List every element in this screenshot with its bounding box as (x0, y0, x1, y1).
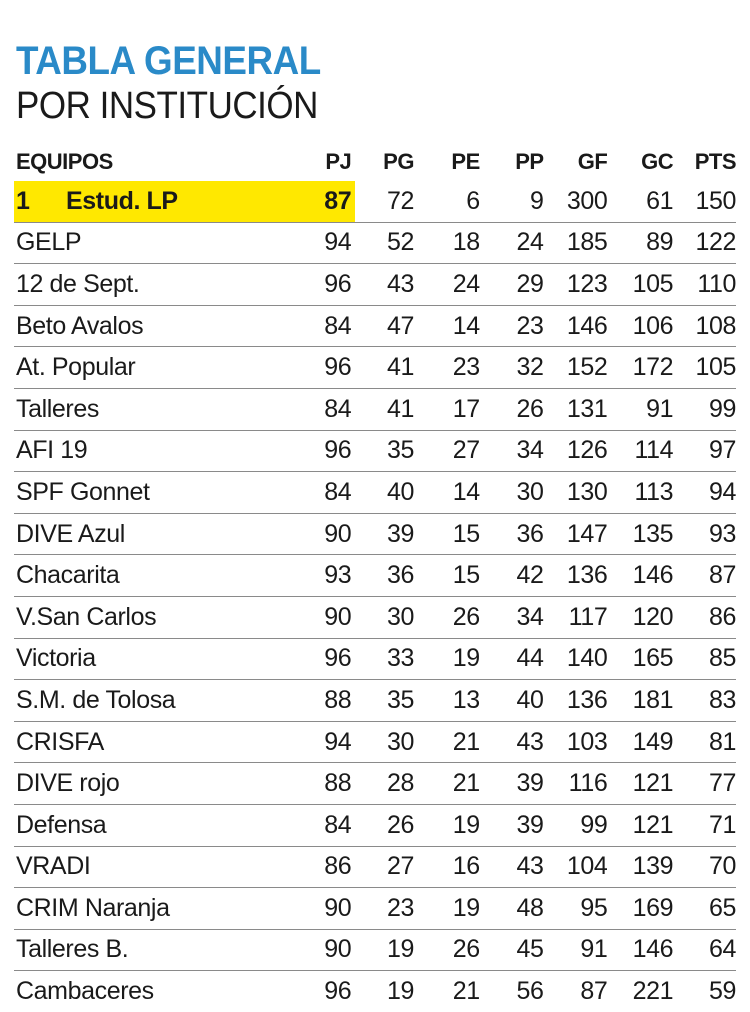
stat-pe-cell: 26 (414, 929, 480, 971)
stat-gc-cell: 146 (607, 929, 673, 971)
team-name-cell (14, 181, 313, 222)
stat-pts-cell: 85 (673, 638, 736, 680)
stat-pp-cell: 36 (480, 513, 544, 555)
stat-gc-cell: 149 (607, 721, 673, 763)
stat-pj-cell: 87 (313, 181, 356, 222)
stat-pe-cell: 18 (414, 222, 480, 264)
stat-gf-cell: 95 (544, 888, 608, 930)
stat-pts-cell: 83 (673, 680, 736, 722)
stat-gf-cell: 117 (544, 596, 608, 638)
table-row (14, 430, 736, 472)
stat-gc-cell: 139 (607, 846, 673, 888)
stat-gf-cell: 147 (544, 513, 608, 555)
stat-pp-cell: 48 (480, 888, 544, 930)
stat-pts-cell: 99 (673, 388, 736, 430)
stat-pe-cell: 21 (414, 763, 480, 805)
stat-pts-cell: 94 (673, 472, 736, 514)
team-name-cell (14, 804, 313, 846)
stat-pj-cell: 94 (313, 222, 356, 264)
stat-gf-cell: 300 (544, 181, 608, 222)
stat-pts-cell: 105 (673, 347, 736, 389)
table-body (14, 181, 736, 1012)
team-name: CRISFA (16, 727, 104, 756)
stat-gc-cell: 121 (607, 804, 673, 846)
stat-pp-cell: 26 (480, 388, 544, 430)
team-name: SPF Gonnet (16, 477, 150, 506)
stat-pts-cell: 77 (673, 763, 736, 805)
stat-pe-cell: 15 (414, 513, 480, 555)
team-name-cell (14, 305, 313, 347)
stat-gf-cell: 116 (544, 763, 608, 805)
team-name-cell (14, 222, 313, 264)
header-pts: PTS (694, 149, 736, 174)
table-row (14, 763, 736, 805)
team-name-cell (14, 846, 313, 888)
team-name-cell (14, 264, 313, 306)
table-row (14, 929, 736, 971)
stat-pj-cell: 96 (313, 430, 356, 472)
stat-pg-cell: 33 (355, 638, 414, 680)
stat-pe-cell: 14 (414, 472, 480, 514)
stat-pg-cell: 19 (386, 977, 414, 1006)
table-row (14, 264, 736, 306)
stat-pts-cell: 86 (673, 596, 736, 638)
header-gf: GF (577, 149, 608, 174)
stat-pj-cell: 84 (313, 305, 356, 347)
table-row (14, 513, 736, 555)
stat-pg-cell: 30 (355, 721, 414, 763)
stat-pj-cell: 90 (313, 929, 356, 971)
stat-pg-cell: 36 (355, 555, 414, 597)
stat-pj-cell: 84 (313, 804, 356, 846)
team-name: VRADI (16, 852, 91, 881)
stat-gf-cell: 126 (544, 430, 608, 472)
stat-gf-cell: 99 (544, 804, 608, 846)
team-name-cell (14, 388, 313, 430)
stat-pts-cell: 70 (673, 846, 736, 888)
team-name: DIVE rojo (16, 769, 120, 798)
stat-gf-cell: 136 (544, 680, 608, 722)
stat-pp-cell: 45 (480, 929, 544, 971)
stat-gf-cell: 91 (544, 929, 608, 971)
stat-pj-cell: 96 (313, 347, 356, 389)
stat-pg-cell: 35 (355, 430, 414, 472)
stat-gc-cell: 113 (607, 472, 673, 514)
stat-gf-cell: 136 (544, 555, 608, 597)
stat-pe-cell: 6 (414, 181, 480, 222)
header-row (14, 143, 736, 181)
stat-pe-cell: 26 (414, 596, 480, 638)
team-name-cell (14, 971, 313, 1012)
page-subtitle: POR INSTITUCIÓN (16, 85, 318, 127)
stat-pts-cell: 110 (673, 264, 736, 306)
stat-pj-cell: 93 (313, 555, 356, 597)
stat-pe-cell: 19 (414, 888, 480, 930)
header-team: EQUIPOS (16, 149, 113, 174)
stat-pp-cell: 43 (480, 846, 544, 888)
stat-pts-cell: 81 (673, 721, 736, 763)
stat-pp-cell: 30 (480, 472, 544, 514)
table-row (14, 846, 736, 888)
stat-gc-cell: 221 (632, 977, 674, 1006)
stat-pe-cell: 21 (452, 977, 480, 1006)
stat-gf-cell: 146 (544, 305, 608, 347)
team-name-cell (14, 347, 313, 389)
stat-pe-cell: 19 (414, 804, 480, 846)
team-name: Cambaceres (16, 977, 154, 1006)
stat-pg-cell: 35 (355, 680, 414, 722)
team-name: At. Popular (16, 353, 136, 382)
stat-pg-cell: 43 (355, 264, 414, 306)
team-name: GELP (16, 228, 82, 257)
stat-pe-cell: 27 (414, 430, 480, 472)
stat-pp-cell: 24 (480, 222, 544, 264)
stat-gc-cell: 89 (607, 222, 673, 264)
table-row (14, 222, 736, 264)
stat-pp-cell: 9 (480, 181, 544, 222)
stat-pe-cell: 16 (414, 846, 480, 888)
stat-gf-cell: 140 (544, 638, 608, 680)
team-name-cell (14, 721, 313, 763)
stat-gc-cell: 165 (607, 638, 673, 680)
stat-pp-cell: 39 (480, 804, 544, 846)
stat-pp-cell: 42 (480, 555, 544, 597)
stat-pts-cell: 93 (673, 513, 736, 555)
page-title: TABLA GENERAL (16, 39, 321, 83)
stat-gc-cell: 172 (607, 347, 673, 389)
stat-pe-cell: 17 (414, 388, 480, 430)
stat-gf-cell: 130 (544, 472, 608, 514)
table-row (14, 347, 736, 389)
stat-pg-cell: 47 (355, 305, 414, 347)
standings-table (14, 143, 736, 1012)
table-row (14, 388, 736, 430)
team-name: Beto Avalos (16, 311, 144, 340)
table-row (14, 804, 736, 846)
team-name-cell (14, 680, 313, 722)
team-name: Victoria (16, 644, 96, 673)
stat-gf-cell: 185 (544, 222, 608, 264)
team-name: Estud. LP (66, 186, 178, 215)
stat-pj-cell: 86 (313, 846, 356, 888)
header-pe: PE (451, 149, 480, 174)
stat-gc-cell: 105 (607, 264, 673, 306)
stat-pe-cell: 14 (414, 305, 480, 347)
stat-pj-cell: 96 (324, 977, 352, 1006)
stat-pts-cell: 64 (673, 929, 736, 971)
stat-pg-cell: 19 (355, 929, 414, 971)
team-name: Chacarita (16, 561, 120, 590)
stat-pj-cell: 88 (313, 680, 356, 722)
stat-pj-cell: 84 (313, 472, 356, 514)
stat-pg-cell: 26 (355, 804, 414, 846)
stat-gc-cell: 91 (607, 388, 673, 430)
stat-pp-cell: 32 (480, 347, 544, 389)
stat-pts-cell: 87 (673, 555, 736, 597)
stat-pg-cell: 30 (355, 596, 414, 638)
stat-pe-cell: 24 (414, 264, 480, 306)
standings-table-wrapper (14, 143, 736, 1012)
stat-pp-cell: 40 (480, 680, 544, 722)
stat-pp-cell: 44 (480, 638, 544, 680)
stat-pe-cell: 23 (414, 347, 480, 389)
team-name: Talleres (16, 394, 99, 423)
stat-pj-cell: 90 (313, 596, 356, 638)
stat-pts-cell: 59 (708, 977, 736, 1006)
stat-gf-cell: 87 (580, 977, 608, 1006)
stat-pts-cell: 97 (673, 430, 736, 472)
table-row (14, 971, 736, 1012)
stat-pg-cell: 72 (355, 181, 414, 222)
team-name-cell (14, 888, 313, 930)
stat-gc-cell: 121 (607, 763, 673, 805)
stat-pg-cell: 52 (355, 222, 414, 264)
team-name: Talleres B. (16, 935, 129, 964)
stat-pg-cell: 23 (355, 888, 414, 930)
stat-pg-cell: 40 (355, 472, 414, 514)
title-block (16, 38, 347, 128)
header-gc: GC (641, 149, 674, 174)
stat-pts-cell: 71 (673, 804, 736, 846)
stat-gf-cell: 104 (544, 846, 608, 888)
stat-pts-cell: 108 (673, 305, 736, 347)
table-header (14, 143, 736, 181)
team-name-cell (14, 472, 313, 514)
table-row (14, 638, 736, 680)
team-name: 12 de Sept. (16, 269, 140, 298)
team-name-cell (14, 513, 313, 555)
stat-gc-cell: 169 (607, 888, 673, 930)
team-name: Defensa (16, 810, 107, 839)
table-row (14, 305, 736, 347)
header-pp: PP (515, 149, 544, 174)
stat-gf-cell: 123 (544, 264, 608, 306)
team-name-cell (14, 763, 313, 805)
stat-pp-cell: 43 (480, 721, 544, 763)
stat-gc-cell: 181 (607, 680, 673, 722)
stat-gf-cell: 131 (544, 388, 608, 430)
team-name: V.San Carlos (16, 602, 157, 631)
team-name-cell (14, 555, 313, 597)
table-row (14, 181, 736, 222)
team-name: S.M. de Tolosa (16, 685, 176, 714)
rank-number: 1 (16, 186, 30, 215)
stat-gc-cell: 135 (607, 513, 673, 555)
stat-pe-cell: 19 (414, 638, 480, 680)
stat-gf-cell: 152 (544, 347, 608, 389)
stat-pts-cell: 150 (673, 181, 736, 222)
stat-pp-cell: 56 (516, 977, 544, 1006)
stat-pp-cell: 34 (480, 596, 544, 638)
stat-pp-cell: 23 (480, 305, 544, 347)
stat-pj-cell: 90 (313, 513, 356, 555)
stat-pp-cell: 39 (480, 763, 544, 805)
table-row (14, 721, 736, 763)
team-name: CRIM Naranja (16, 893, 170, 922)
stat-pe-cell: 13 (414, 680, 480, 722)
stat-gc-cell: 120 (607, 596, 673, 638)
stat-pp-cell: 29 (480, 264, 544, 306)
stat-pp-cell: 34 (480, 430, 544, 472)
table-row (14, 596, 736, 638)
stat-pts-cell: 65 (673, 888, 736, 930)
stat-pj-cell: 94 (313, 721, 356, 763)
table-row (14, 888, 736, 930)
team-name: AFI 19 (16, 436, 88, 465)
team-name-cell (14, 929, 313, 971)
stat-pg-cell: 28 (355, 763, 414, 805)
stat-pe-cell: 15 (414, 555, 480, 597)
stat-pj-cell: 96 (313, 264, 356, 306)
team-name-cell (14, 596, 313, 638)
stat-pj-cell: 88 (313, 763, 356, 805)
stat-pe-cell: 21 (414, 721, 480, 763)
table-row (14, 680, 736, 722)
stat-pts-cell: 122 (673, 222, 736, 264)
stat-gc-cell: 106 (607, 305, 673, 347)
header-pg: PG (383, 149, 414, 174)
stat-gf-cell: 103 (544, 721, 608, 763)
stat-pj-cell: 84 (313, 388, 356, 430)
stat-pg-cell: 41 (355, 347, 414, 389)
stat-pg-cell: 41 (355, 388, 414, 430)
header-pj: PJ (325, 149, 352, 174)
stat-pg-cell: 39 (355, 513, 414, 555)
stat-gc-cell: 146 (607, 555, 673, 597)
stat-pg-cell: 27 (355, 846, 414, 888)
table-row (14, 555, 736, 597)
stat-gc-cell: 114 (607, 430, 673, 472)
team-name-cell (14, 430, 313, 472)
stat-pj-cell: 90 (313, 888, 356, 930)
team-name-cell (14, 638, 313, 680)
table-row (14, 472, 736, 514)
stat-pj-cell: 96 (313, 638, 356, 680)
team-name: DIVE Azul (16, 519, 125, 548)
stat-gc-cell: 61 (607, 181, 673, 222)
